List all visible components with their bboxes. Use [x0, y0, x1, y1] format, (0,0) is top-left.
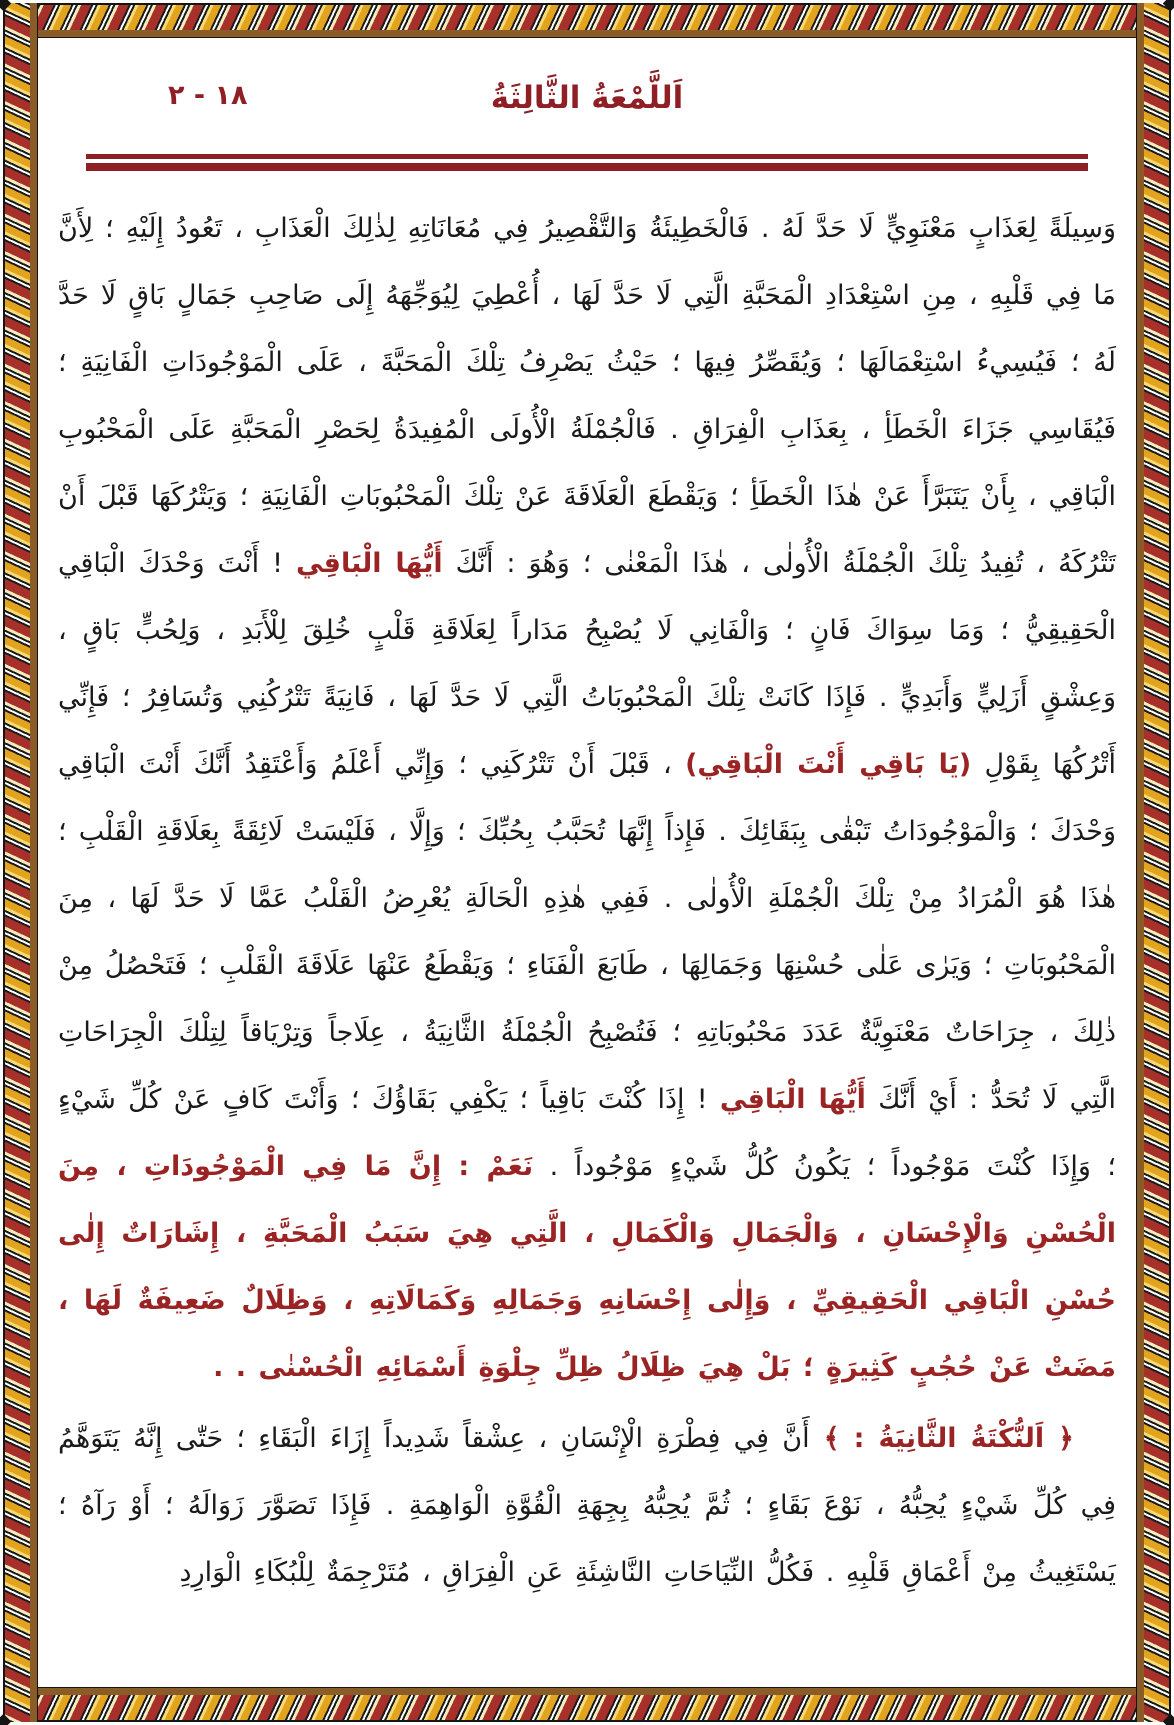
page-header: [58, 40, 1116, 138]
text-segment: نَعَمْ : إِنَّ مَا فِي الْمَوْجُودَاتِ ، مِنَ الْحُسْنِ وَالْإِحْسَانِ ، وَالْجَمَالِ وَالْكَمَالِ ، الَّتِي هِيَ سَبَبُ الْمَحَبَّةِ ، إِشَارَاتٌ إِلٰى حُسْنِ الْبَاقِي الْحَقِيقِيِّ ، وَإِلٰى إِحْسَانِهِ وَجَمَالِهِ وَكَمَالَاتِهِ ، وَظِلَالٌ ضَعِيفَةٌ لَهَا ، مَضَتْ عَنْ حُجُبٍ كَثِيرَةٍ ؛ بَلْ هِيَ ظِلَالُ ظِلِّ جِلْوَةِ أَسْمَائِهِ الْحُسْنٰى . .: [58, 1151, 1116, 1383]
text-segment: (يَا بَاقِي أَنْتَ الْبَاقِي): [685, 749, 972, 780]
text-segment: أَيُّهَا الْبَاقِي: [719, 1084, 866, 1115]
text-segment: أَيُّهَا الْبَاقِي: [295, 548, 443, 579]
page-content: [40, 40, 1134, 1685]
text-segment: ! أَنْتَ وَحْدَكَ الْبَاقِي الْحَقِيقِيُّ ؛ وَمَا سِوَاكَ فَانٍ ؛ وَالْفَانِي لَا يُصْبِحُ مَدَاراً لِعَلَاقَةِ قَلْبٍ خُلِقَ لِلْأَبَدِ ، وَلِحُبٍّ بَاقٍ ، وَعِشْقٍ أَزَلِيٍّ وَأَبَدِيٍّ . فَإِذَا كَانَتْ تِلْكَ الْمَحْبُوبَاتُ الَّتِي لَا حَدَّ لَهَا ، فَانِيَةً تَتْرُكُنِي وَتُسَافِرُ ؛ فَإِنِّي أَتْرُكُهَا بِقَوْلِ: [58, 548, 1117, 780]
paragraph: [58, 195, 1116, 1401]
text-segment: أَنَّ فِي فِطْرَةِ الْإِنْسَانِ ، عِشْقاً شَدِيداً إِزَاءَ الْبَقَاءِ ؛ حَتّٰى إِنَّهُ يَتَوَهَّمُ فِي كُلِّ شَيْءٍ يُحِبُّهُ ، نَوْعَ بَقَاءٍ ؛ ثُمَّ يُحِبُّهُ بِجِهَةِ الْقُوَّةِ الْوَاهِمَةِ . فَإِذَا تَصَوَّرَ زَوَالَهُ ؛ أَوْ رَآهُ ؛ يَسْتَغِيثُ مِنْ أَعْمَاقِ قَلْبِهِ . فَكُلُّ النِّيَاحَاتِ النَّاشِئَةِ عَنِ الْفِرَاقِ ، مُتَرْجِمَةٌ لِلْبُكَاءِ الْوَارِدِ: [58, 1423, 1116, 1588]
paragraph: [58, 1405, 1116, 1606]
border-bottom-strip: [36, 1688, 1138, 1722]
page-number: ١٨ - ٢: [168, 80, 248, 111]
text-segment: ، قَبْلَ أَنْ تَتْرُكَنِي ؛ وَإِنِّي أَعْلَمُ وَأَعْتَقِدُ أَنَّكَ أَنْتَ الْبَاقِي وَحْدَكَ ؛ وَالْمَوْجُودَاتُ تَبْقٰى بِبَقَائِكَ . فَإِذاً إِنَّهَا تُحَبَّبُ بِحُبِّكَ ؛ وَإِلَّا ، فَلَيْسَتْ لَائِقَةً بِعَلَاقَةِ الْقَلْبِ ؛ هٰذَا هُوَ الْمُرَادُ مِنْ تِلْكَ الْجُمْلَةِ الْأُولٰى . فَفِي هٰذِهِ الْحَالَةِ يُعْرِضُ الْقَلْبُ عَمَّا لَا حَدَّ لَهَا ، مِنَ الْمَحْبُوبَاتِ ؛ وَيَرٰى عَلٰى حُسْنِهَا وَجَمَالِهَا ، طَابَعَ الْفَنَاءِ ؛ وَيَقْطَعُ عَنْهَا عَلَاقَةَ الْقَلْبِ ؛ فَتَحْصُلُ مِنْ ذٰلِكَ ، جِرَاحَاتٌ مَعْنَوِيَّةٌ عَدَدَ مَحْبُوبَاتِهِ ؛ فَتُصْبِحُ الْجُمْلَةُ الثَّانِيَةُ ، عِلَاجاً وَتِرْيَاقاً لِتِلْكَ الْجِرَاحَاتِ الَّتِي لَا تُحَدُّ : أَيْ أَنَّكَ: [58, 749, 1116, 1115]
body-text: [58, 195, 1116, 1606]
text-segment: وَسِيلَةً لِعَذَابٍ مَعْنَوِيٍّ لَا حَدَّ لَهُ . فَالْخَطِيئَةُ وَالتَّقْصِيرُ فِي مُعَانَاتِهِ لِذٰلِكَ الْعَذَابِ ، تَعُودُ إِلَيْهِ ؛ لِأَنَّ مَا فِي قَلْبِهِ ، مِنِ اسْتِعْدَادِ الْمَحَبَّةِ الَّتِي لَا حَدَّ لَهَا ، أُعْطِيَ لِيُوَجِّهَهُ إِلَى صَاحِبِ جَمَالٍ بَاقٍ لَا حَدَّ لَهُ ؛ فَيُسِيءُ اسْتِعْمَالَهَا ؛ وَيُقَصِّرُ فِيهَا ؛ حَيْثُ يَصْرِفُ تِلْكَ الْمَحَبَّةَ ، عَلَى الْمَوْجُودَاتِ الْفَانِيَةِ ؛ فَيُقَاسِي جَزَاءَ الْخَطَأِ ، بِعَذَابِ الْفِرَاقِ . فَالْجُمْلَةُ الْأُولَى الْمُفِيدَةُ لِحَصْرِ الْمَحَبَّةِ عَلَى الْمَحْبُوبِ الْبَاقِي ، بِأَنْ يَتَبَرَّأَ عَنْ هٰذَا الْخَطَأِ ؛ وَيَقْطَعَ الْعَلَاقَةَ عَنْ تِلْكَ الْمَحْبُوبَاتِ الْفَانِيَةِ ؛ وَيَتْرُكَهَا قَبْلَ أَنْ تَتْرُكَهُ ، تُفِيدُ تِلْكَ الْجُمْلَةُ الْأُولٰى ، هٰذَا الْمَعْنٰى ؛ وَهُوَ : أَنَّكَ: [58, 213, 1116, 579]
text-segment: ﴿ اَلنُّكْتَةُ الثَّانِيَةُ : ﴾: [809, 1423, 1075, 1454]
border-top-strip: [36, 3, 1138, 37]
border-left-strip: [3, 3, 37, 1722]
text-segment: ! إِذَا كُنْتَ بَاقِياً ؛ يَكْفِي بَقَاؤُكَ ؛ وَأَنْتَ كَافٍ عَنْ كُلِّ شَيْءٍ ؛ وَإِذَا كُنْتَ مَوْجُوداً ؛ يَكُونُ كُلُّ شَيْءٍ مَوْجُوداً .: [58, 1084, 1116, 1182]
page-title: اَللَّمْعَةُ الثَّالِثَةُ: [490, 80, 684, 116]
header-rule: [86, 154, 1088, 171]
border-right-strip: [1137, 3, 1171, 1722]
